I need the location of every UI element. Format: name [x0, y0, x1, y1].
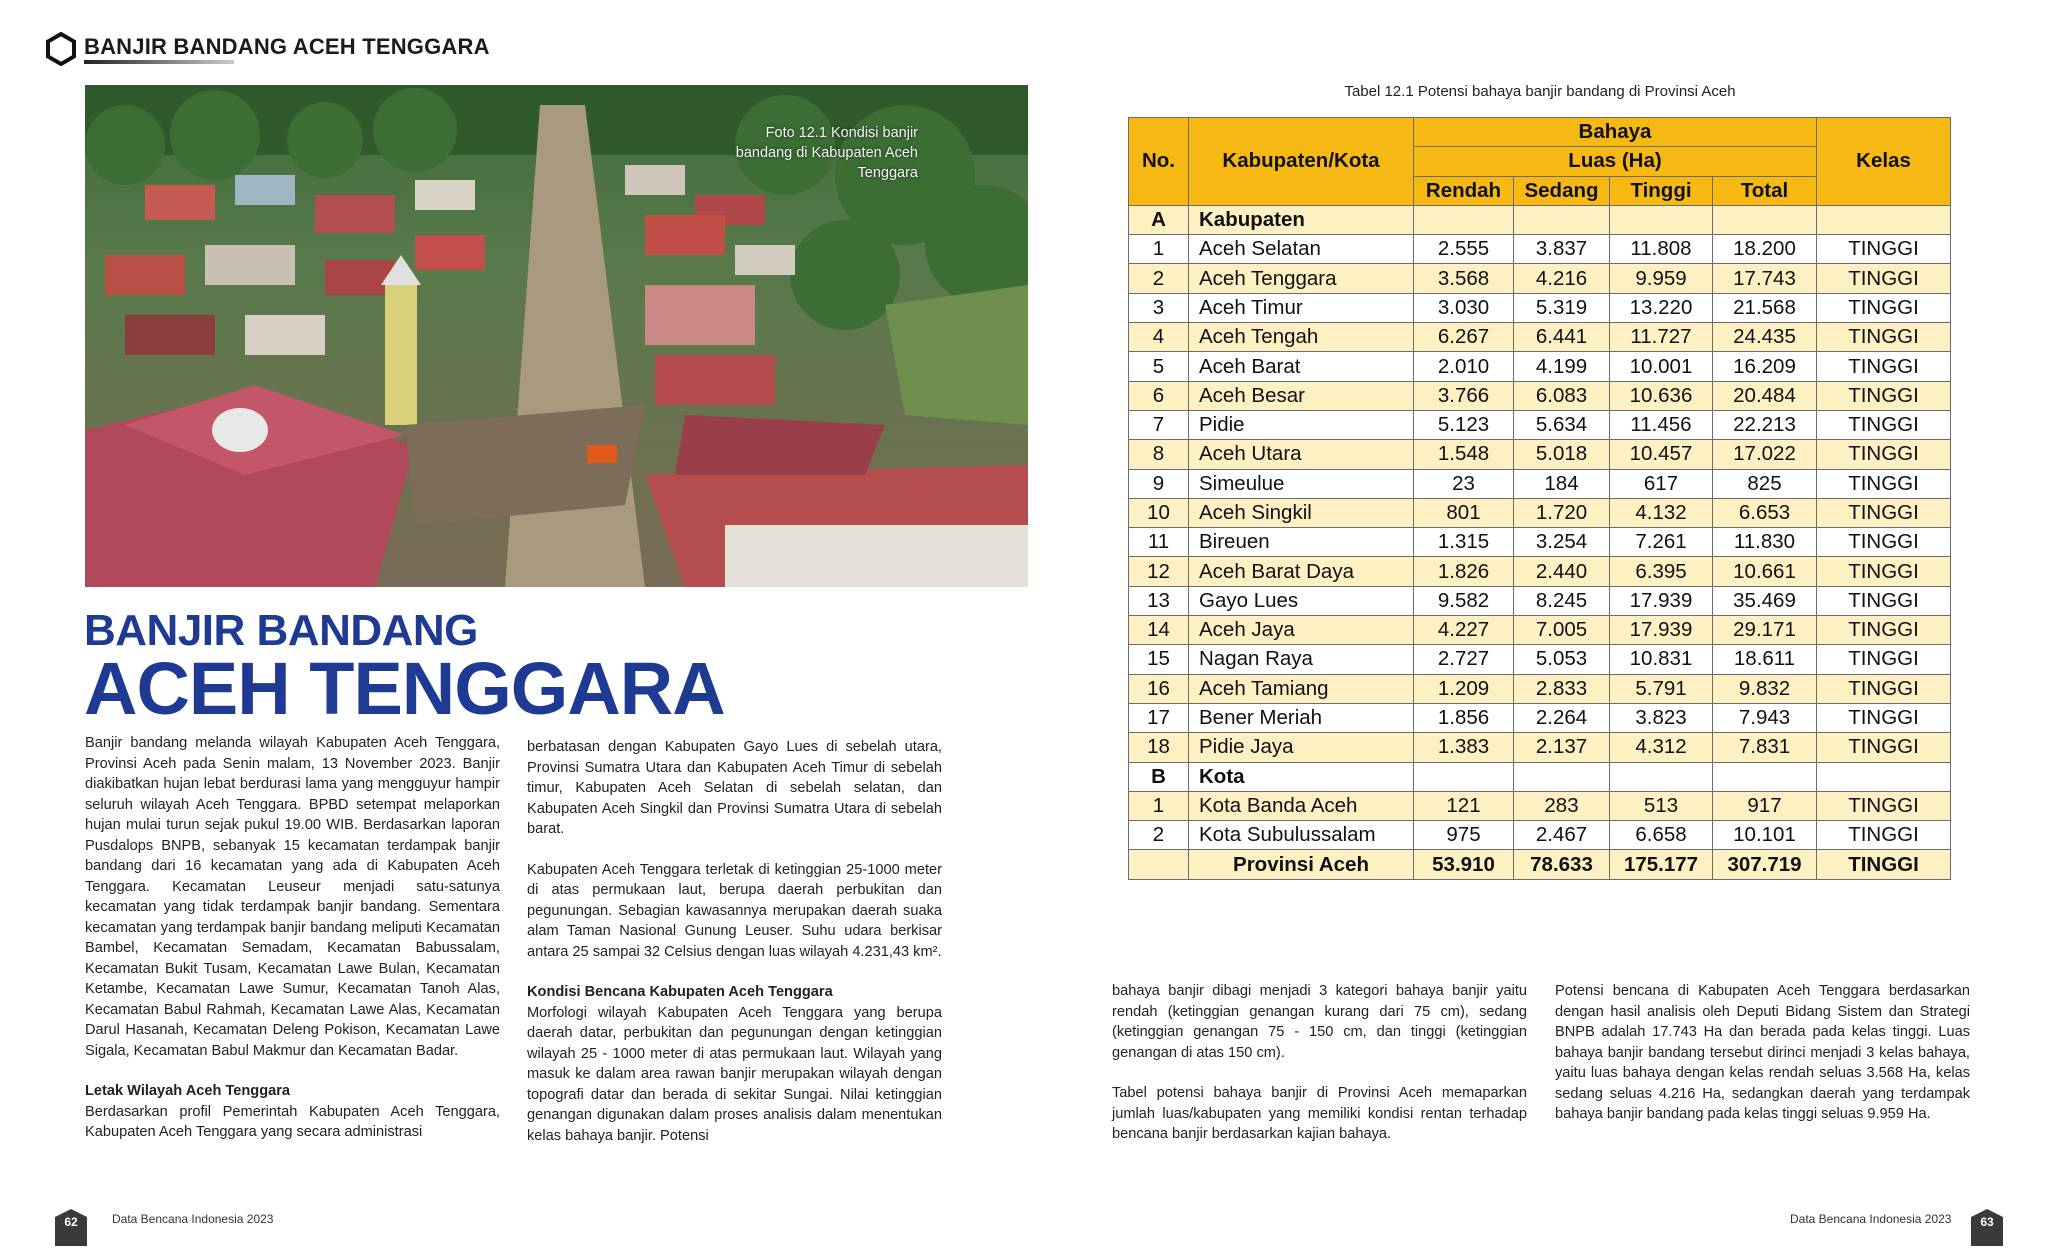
cell-kelas: TINGGI	[1817, 293, 1951, 322]
cell-no: 8	[1129, 440, 1189, 469]
cell-rendah: 1.826	[1414, 557, 1514, 586]
cell-name: Nagan Raya	[1189, 645, 1414, 674]
cell-rendah: 9.582	[1414, 586, 1514, 615]
th-rendah: Rendah	[1414, 176, 1514, 205]
section-heading: Letak Wilayah Aceh Tenggara	[85, 1083, 291, 1099]
cell-total: 29.171	[1713, 616, 1817, 645]
cell-sedang: 2.264	[1514, 703, 1610, 732]
cell-name: Aceh Barat Daya	[1189, 557, 1414, 586]
table-row	[1129, 381, 1951, 410]
table-row	[1129, 498, 1951, 527]
hexagon-icon	[46, 32, 76, 66]
cell-tinggi: 7.261	[1610, 528, 1713, 557]
table-row	[1129, 733, 1951, 762]
cell-name: Aceh Tengah	[1189, 323, 1414, 352]
table-row	[1129, 440, 1951, 469]
cell-total: 24.435	[1713, 323, 1817, 352]
cell-name: Aceh Jaya	[1189, 616, 1414, 645]
cell-total: 307.719	[1713, 850, 1817, 879]
paragraph: berbatasan dengan Kabupaten Gayo Lues di sebelah utara, Provinsi Sumatra Utara dan Kabupaten Aceh Timur di sebelah timur, Kabupaten Aceh Selatan di sebelah selatan, dan Kabupaten Aceh Singkil dan Provinsi Sumatra Utara di sebelah barat.	[527, 739, 942, 837]
cell-kelas: TINGGI	[1817, 703, 1951, 732]
paragraph: Berdasarkan profil Pemerintah Kabupaten Aceh Tenggara, Kabupaten Aceh Tenggara yang secara administrasi	[85, 1103, 500, 1140]
cell-total: 10.101	[1713, 821, 1817, 850]
cell-name: Aceh Tamiang	[1189, 674, 1414, 703]
table-row	[1129, 469, 1951, 498]
cell-total: 825	[1713, 469, 1817, 498]
cell-tinggi: 10.457	[1610, 440, 1713, 469]
cell-tinggi: 5.791	[1610, 674, 1713, 703]
cell-kelas: TINGGI	[1817, 410, 1951, 439]
cell-tinggi: 3.823	[1610, 703, 1713, 732]
cell-total: 18.611	[1713, 645, 1817, 674]
cell-kelas: TINGGI	[1817, 528, 1951, 557]
body-column-3	[1112, 981, 1527, 1165]
cell-sedang: 5.018	[1514, 440, 1610, 469]
cell-no: 9	[1129, 469, 1189, 498]
cell-name: Aceh Singkil	[1189, 498, 1414, 527]
cell-sedang: 8.245	[1514, 586, 1610, 615]
cell-sedang: 4.199	[1514, 352, 1610, 381]
cell-no: 13	[1129, 586, 1189, 615]
cell-name: Pidie Jaya	[1189, 733, 1414, 762]
cell-sedang: 2.467	[1514, 821, 1610, 850]
cell-total: 10.661	[1713, 557, 1817, 586]
table-row	[1129, 235, 1951, 264]
body-column-1	[85, 733, 500, 1163]
cell-kelas: TINGGI	[1817, 645, 1951, 674]
section-label: Kabupaten	[1189, 205, 1414, 234]
cell-kelas: TINGGI	[1817, 235, 1951, 264]
cell-rendah: 1.548	[1414, 440, 1514, 469]
cell-kelas: TINGGI	[1817, 264, 1951, 293]
cell-no: 6	[1129, 381, 1189, 410]
table-row	[1129, 323, 1951, 352]
cell-tinggi: 175.177	[1610, 850, 1713, 879]
cell-no: 1	[1129, 235, 1189, 264]
cell-kelas: TINGGI	[1817, 352, 1951, 381]
cell-no: 14	[1129, 616, 1189, 645]
cell-sedang: 5.053	[1514, 645, 1610, 674]
cell-tinggi: 513	[1610, 791, 1713, 820]
cell-tinggi: 11.727	[1610, 323, 1713, 352]
table-row	[1129, 616, 1951, 645]
table-row	[1129, 791, 1951, 820]
cell-total: 17.743	[1713, 264, 1817, 293]
main-title-line2: ACEH TENGGARA	[84, 647, 725, 730]
cell-no: 1	[1129, 791, 1189, 820]
section-row	[1129, 205, 1951, 234]
header-underline	[84, 60, 234, 64]
cell-rendah: 23	[1414, 469, 1514, 498]
cell-kelas: TINGGI	[1817, 498, 1951, 527]
cell-tinggi: 17.939	[1610, 586, 1713, 615]
cell-rendah: 1.209	[1414, 674, 1514, 703]
cell-sedang: 6.441	[1514, 323, 1610, 352]
th-tinggi: Tinggi	[1610, 176, 1713, 205]
cell-total: 11.830	[1713, 528, 1817, 557]
cell-total: 16.209	[1713, 352, 1817, 381]
cell-sedang: 3.837	[1514, 235, 1610, 264]
cell-sedang: 283	[1514, 791, 1610, 820]
cell-kelas: TINGGI	[1817, 821, 1951, 850]
section-heading: Kondisi Bencana Kabupaten Aceh Tenggara	[527, 984, 833, 1000]
cell-rendah: 4.227	[1414, 616, 1514, 645]
cell-rendah: 1.383	[1414, 733, 1514, 762]
cell-total: 20.484	[1713, 381, 1817, 410]
cell-tinggi: 4.312	[1610, 733, 1713, 762]
cell-no	[1129, 850, 1189, 879]
cell-tinggi: 17.939	[1610, 616, 1713, 645]
cell-total: 7.943	[1713, 703, 1817, 732]
cell-sedang: 2.137	[1514, 733, 1610, 762]
section-label: Kota	[1189, 762, 1414, 791]
cell-name: Aceh Timur	[1189, 293, 1414, 322]
th-total: Total	[1713, 176, 1817, 205]
cell-tinggi: 4.132	[1610, 498, 1713, 527]
hazard-table	[1128, 117, 1951, 880]
cell-name: Bireuen	[1189, 528, 1414, 557]
cell-name: Bener Meriah	[1189, 703, 1414, 732]
cell-kelas: TINGGI	[1817, 381, 1951, 410]
cell-name: Provinsi Aceh	[1189, 850, 1414, 879]
cell-kelas: TINGGI	[1817, 674, 1951, 703]
cell-name: Aceh Selatan	[1189, 235, 1414, 264]
cell-tinggi: 11.456	[1610, 410, 1713, 439]
cell-no: 3	[1129, 293, 1189, 322]
page-number: 63	[1980, 1215, 1994, 1229]
cell-rendah: 975	[1414, 821, 1514, 850]
cell-sedang: 7.005	[1514, 616, 1610, 645]
table-row	[1129, 821, 1951, 850]
section-row	[1129, 762, 1951, 791]
cell-total: 6.653	[1713, 498, 1817, 527]
th-kabupaten: Kabupaten/Kota	[1189, 118, 1414, 206]
table-row	[1129, 410, 1951, 439]
photo-caption: Foto 12.1 Kondisi banjir bandang di Kabupaten Aceh Tenggara	[735, 125, 918, 181]
cell-total: 17.022	[1713, 440, 1817, 469]
table-row	[1129, 352, 1951, 381]
section-code: A	[1129, 205, 1189, 234]
cell-tinggi: 6.395	[1610, 557, 1713, 586]
cell-sedang: 2.440	[1514, 557, 1610, 586]
cell-total: 35.469	[1713, 586, 1817, 615]
table-row	[1129, 674, 1951, 703]
paragraph: Kabupaten Aceh Tenggara terletak di ketinggian 25-1000 meter di atas permukaan laut, berupa daerah perbukitan dan pegunungan. Sebagian kawasannya merupakan daerah suaka alam Taman Nasional Gunung Leuser. Suhu udara berkisar antara 25 sampai 32 Celsius dengan luas wilayah 4.231,43 km².	[527, 861, 942, 960]
cell-sedang: 2.833	[1514, 674, 1610, 703]
cell-no: 2	[1129, 821, 1189, 850]
cell-no: 11	[1129, 528, 1189, 557]
table-row	[1129, 703, 1951, 732]
cell-total: 7.831	[1713, 733, 1817, 762]
cell-no: 5	[1129, 352, 1189, 381]
cell-tinggi: 10.001	[1610, 352, 1713, 381]
main-title-line1: BANJIR BANDANG	[84, 606, 478, 655]
cell-sedang: 4.216	[1514, 264, 1610, 293]
table-row	[1129, 528, 1951, 557]
paragraph: Potensi bencana di Kabupaten Aceh Tenggara berdasarkan dengan hasil analisis oleh Deputi Bidang Sistem dan Strategi BNPB adalah 17.743 Ha dan berada pada kelas tinggi. Luas bahaya banjir bandang tersebut dirinci menjadi 3 kelas bahaya, yaitu luas bahaya dengan kelas rendah seluas 3.568 Ha, kelas sedang seluas 4.216 Ha, sedangkan daerah yang terdampak bahaya banjir bandang pada kelas tinggi seluas 9.959 Ha.	[1555, 983, 1970, 1122]
footer-text-right: Data Bencana Indonesia 2023	[1790, 1212, 1952, 1226]
cell-kelas: TINGGI	[1817, 791, 1951, 820]
cell-tinggi: 10.831	[1610, 645, 1713, 674]
section-code: B	[1129, 762, 1189, 791]
cell-sedang: 5.319	[1514, 293, 1610, 322]
cell-sedang: 78.633	[1514, 850, 1610, 879]
cell-kelas: TINGGI	[1817, 469, 1951, 498]
th-no: No.	[1129, 118, 1189, 206]
cell-total: 917	[1713, 791, 1817, 820]
cell-rendah: 801	[1414, 498, 1514, 527]
table-row	[1129, 557, 1951, 586]
cell-sedang: 6.083	[1514, 381, 1610, 410]
cell-rendah: 1.315	[1414, 528, 1514, 557]
cell-rendah: 121	[1414, 791, 1514, 820]
cell-kelas: TINGGI	[1817, 586, 1951, 615]
cell-no: 18	[1129, 733, 1189, 762]
cell-rendah: 6.267	[1414, 323, 1514, 352]
cell-rendah: 3.568	[1414, 264, 1514, 293]
paragraph: Banjir bandang melanda wilayah Kabupaten Aceh Tenggara, Provinsi Aceh pada Senin malam, 13 November 2023. Banjir diakibatkan hujan lebat berdurasi lama yang mengguyur hampir seluruh wilayah Aceh Tenggara. BPBD setempat melaporkan hujan mulai turun sejak pukul 19.00 WIB. Berdasarkan laporan Pusdalops BNPB, sebanyak 15 kecamatan terdampak banjir bandang dari 16 kecamatan yang ada di Kabupaten Aceh Tenggara. Kecamatan Leuseur menjadi satu-satunya kecamatan yang tidak terdampak banjir bandang. Sementara kecamatan yang terdampak banjir bandang meliputi Kecamatan Bambel, Kecamatan Semadam, Kecamatan Babussalam, Kecamatan Bukit Tusam, Kecamatan Lawe Bulan, Kecamatan Ketambe, Kecamatan Lawe Sumur, Kecamatan Tanoh Alas, Kecamatan Babul Rahmah, Kecamatan Lawe Alas, Kecamatan Darul Hasanah, Kecamatan Deleng Pokison, Kecamatan Lawe Sigala, Kecamatan Babul Makmur dan Kecamatan Badar.	[85, 735, 500, 1059]
cell-sedang: 184	[1514, 469, 1610, 498]
cell-no: 2	[1129, 264, 1189, 293]
total-row	[1129, 850, 1951, 879]
flood-photo	[85, 85, 1028, 587]
page-number-badge-left	[54, 1208, 88, 1246]
cell-tinggi: 6.658	[1610, 821, 1713, 850]
cell-kelas: TINGGI	[1817, 850, 1951, 879]
cell-rendah: 53.910	[1414, 850, 1514, 879]
cell-name: Simeulue	[1189, 469, 1414, 498]
cell-rendah: 2.010	[1414, 352, 1514, 381]
th-kelas: Kelas	[1817, 118, 1951, 206]
paragraph: bahaya banjir dibagi menjadi 3 kategori bahaya banjir yaitu rendah (ketinggian genangan kurang dari 75 cm), sedang (ketinggian genangan 75 - 150 cm, dan tinggi (ketinggian genangan di atas 150 cm).	[1112, 983, 1527, 1061]
cell-sedang: 5.634	[1514, 410, 1610, 439]
cell-tinggi: 9.959	[1610, 264, 1713, 293]
cell-name: Gayo Lues	[1189, 586, 1414, 615]
cell-rendah: 3.766	[1414, 381, 1514, 410]
cell-kelas: TINGGI	[1817, 616, 1951, 645]
cell-kelas: TINGGI	[1817, 323, 1951, 352]
th-luas: Luas (Ha)	[1414, 147, 1817, 176]
cell-name: Kota Banda Aceh	[1189, 791, 1414, 820]
cell-name: Aceh Besar	[1189, 381, 1414, 410]
footer-text-left: Data Bencana Indonesia 2023	[112, 1212, 274, 1226]
cell-rendah: 3.030	[1414, 293, 1514, 322]
cell-no: 10	[1129, 498, 1189, 527]
page-number: 62	[64, 1215, 78, 1229]
table-row	[1129, 586, 1951, 615]
table-caption: Tabel 12.1 Potensi bahaya banjir bandang di Provinsi Aceh	[1344, 83, 1736, 100]
body-column-2	[527, 737, 942, 1166]
running-header: BANJIR BANDANG ACEH TENGGARA	[84, 34, 490, 59]
cell-tinggi: 10.636	[1610, 381, 1713, 410]
table-row	[1129, 293, 1951, 322]
cell-name: Aceh Utara	[1189, 440, 1414, 469]
cell-kelas: TINGGI	[1817, 557, 1951, 586]
cell-total: 21.568	[1713, 293, 1817, 322]
page-number-badge-right	[1970, 1208, 2004, 1246]
cell-no: 17	[1129, 703, 1189, 732]
table-row	[1129, 264, 1951, 293]
cell-kelas: TINGGI	[1817, 733, 1951, 762]
cell-sedang: 3.254	[1514, 528, 1610, 557]
cell-rendah: 1.856	[1414, 703, 1514, 732]
table-body	[1129, 205, 1951, 879]
cell-name: Kota Subulussalam	[1189, 821, 1414, 850]
cell-name: Pidie	[1189, 410, 1414, 439]
cell-no: 4	[1129, 323, 1189, 352]
cell-tinggi: 11.808	[1610, 235, 1713, 264]
table-row	[1129, 645, 1951, 674]
cell-tinggi: 13.220	[1610, 293, 1713, 322]
cell-rendah: 2.555	[1414, 235, 1514, 264]
paragraph: Morfologi wilayah Kabupaten Aceh Tenggara yang berupa daerah datar, perbukitan dan pegunungan dengan ketinggian wilayah 25 - 1000 meter di atas permukaan laut. Wilayah yang masuk ke dalam area rawan banjir merupakan wilayah dengan topografi datar dan berada di sekitar Sungai. Nilai ketinggian genangan digunakan dalam proses analisis dalam menentukan kelas bahaya banjir. Potensi	[527, 1004, 942, 1144]
cell-total: 9.832	[1713, 674, 1817, 703]
cell-sedang: 1.720	[1514, 498, 1610, 527]
cell-no: 7	[1129, 410, 1189, 439]
cell-rendah: 2.727	[1414, 645, 1514, 674]
cell-total: 22.213	[1713, 410, 1817, 439]
cell-name: Aceh Barat	[1189, 352, 1414, 381]
cell-no: 16	[1129, 674, 1189, 703]
cell-tinggi: 617	[1610, 469, 1713, 498]
cell-name: Aceh Tenggara	[1189, 264, 1414, 293]
cell-no: 12	[1129, 557, 1189, 586]
cell-rendah: 5.123	[1414, 410, 1514, 439]
th-bahaya: Bahaya	[1414, 118, 1817, 147]
paragraph: Tabel potensi bahaya banjir di Provinsi Aceh memaparkan jumlah luas/kabupaten yang memiliki kondisi rentan terhadap bencana banjir berdasarkan kajian bahaya.	[1112, 1085, 1527, 1142]
cell-no: 15	[1129, 645, 1189, 674]
cell-kelas: TINGGI	[1817, 440, 1951, 469]
th-sedang: Sedang	[1514, 176, 1610, 205]
body-column-4	[1555, 981, 1970, 1145]
cell-total: 18.200	[1713, 235, 1817, 264]
